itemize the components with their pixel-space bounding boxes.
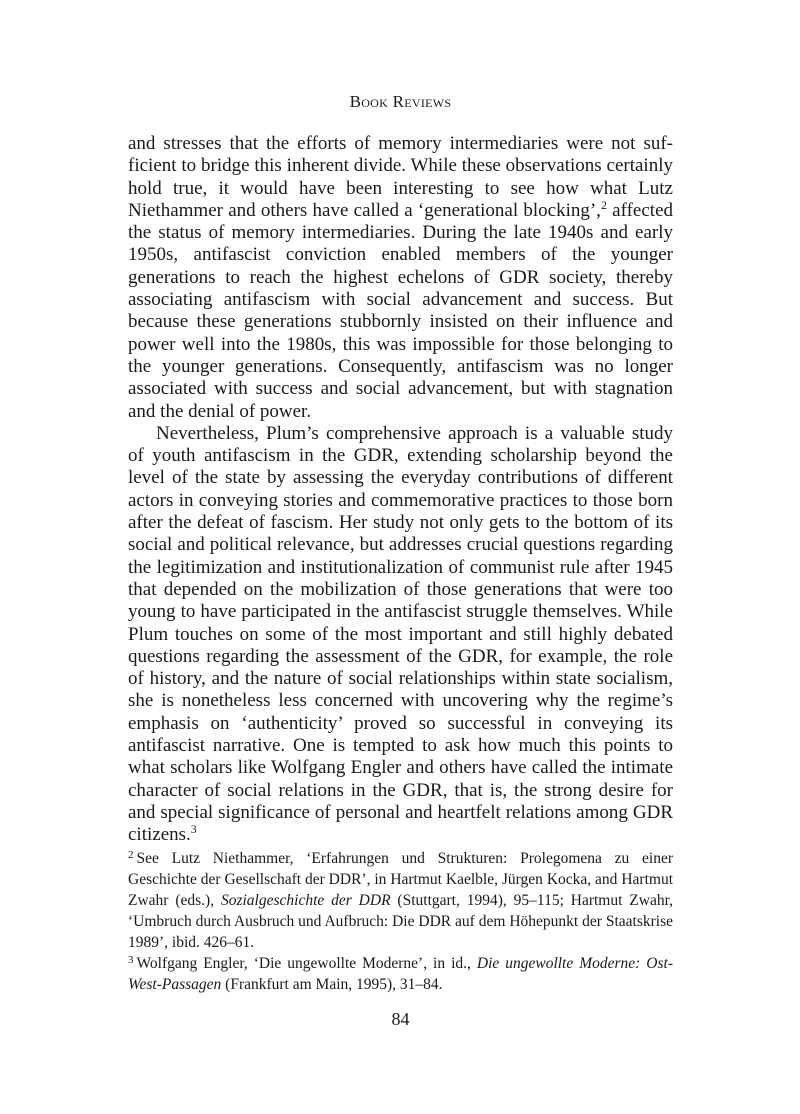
footnote-3-title: Die ungewollte Moderne: Ost-West-Passagen (128, 955, 673, 993)
paragraph-1-text-a: and stresses that the efforts of memory intermediaries were not sufficient to bridge this inherent divide. While these observations certainly hold true, it would have been interesting to see how what Lutz Niethammer and others have called a ‘generational blocking’, (128, 133, 673, 221)
footnotes (128, 848, 673, 995)
paragraph-1-text-b: affected the status of memory intermediaries. During the late 1940s and early 1950s, antifascist conviction enabled members of the younger generations to reach the highest echelons of GDR society, thereby associating antifascism with social advancement and success. But because these generations stubbornly insisted on their influence and power well into the 1980s, this was impossible for those belonging to the younger generations. Consequently, antifascism was no longer associated with success and social advancement, but with stagnation and the denial of power. (128, 199, 673, 422)
footnote-3-mark: 3 (128, 954, 134, 966)
footnote-2-title: Sozialgeschichte der DDR (220, 892, 391, 909)
page-number: 84 (391, 1009, 410, 1029)
footnote-2-text-b: (Stuttgart, 1994), 95–115; Hartmut Zwahr, ‘Umbruch durch Ausbruch und Aufbruch: Die DDR auf dem Höhepunkt der Staatskrise 1989’, ibid. 426–61. (128, 892, 673, 951)
footnote-3-text-b: (Frankfurt am Main, 1995), 31–84. (221, 976, 443, 993)
paragraph-2 (128, 423, 673, 847)
running-head: Book Reviews (349, 92, 452, 111)
footnote-2 (128, 848, 673, 953)
footnote-ref-3[interactable]: 3 (190, 822, 197, 837)
paragraph-1 (128, 133, 673, 423)
footnote-ref-2[interactable]: 2 (600, 197, 607, 212)
footnote-2-mark: 2 (128, 849, 134, 861)
footnote-3 (128, 953, 673, 995)
paragraph-2-text: Nevertheless, Plum’s comprehensive approach is a valuable study of youth antifascism in the GDR, extending scholarship beyond the level of the state by assessing the everyday contributions of different actors in conveying stories and commemorative practices to those born after the defeat of fascism. Her study not only gets to the bottom of its social and political relevance, but addresses crucial questions regarding the legitimization and institutionalization of communist rule after 1945 that depended on the mobilization of those generations that were too young to have participated in the antifascist struggle themselves. While Plum touches on some of the most important and still highly debated questions regarding the assessment of the GDR, for example, the role of history, and the nature of social relationships within state socialism, she is nonetheless less concerned with uncovering why the regime’s emphasis on ‘authenticity’ proved so successful in conveying its antifascist narrative. One is tempted to ask how much this points to what scholars like Wolfgang Engler and others have called the intimate character of social relations in the GDR, that is, the strong desire for and special significance of personal and heartfelt relations among GDR citizens. (128, 422, 673, 846)
footnote-3-text-a: Wolfgang Engler, ‘Die ungewollte Moderne’, in id., (136, 955, 477, 972)
book-page (128, 0, 673, 1114)
footnote-2-text-a: See Lutz Niethammer, ‘Erfahrungen und Strukturen: Prolegomena zu einer Geschichte der Gesellschaft der DDR’, in Hartmut Kaelble, Jürgen Kocka, and Hartmut Zwahr (eds.), (128, 850, 673, 909)
body-text (128, 133, 673, 847)
